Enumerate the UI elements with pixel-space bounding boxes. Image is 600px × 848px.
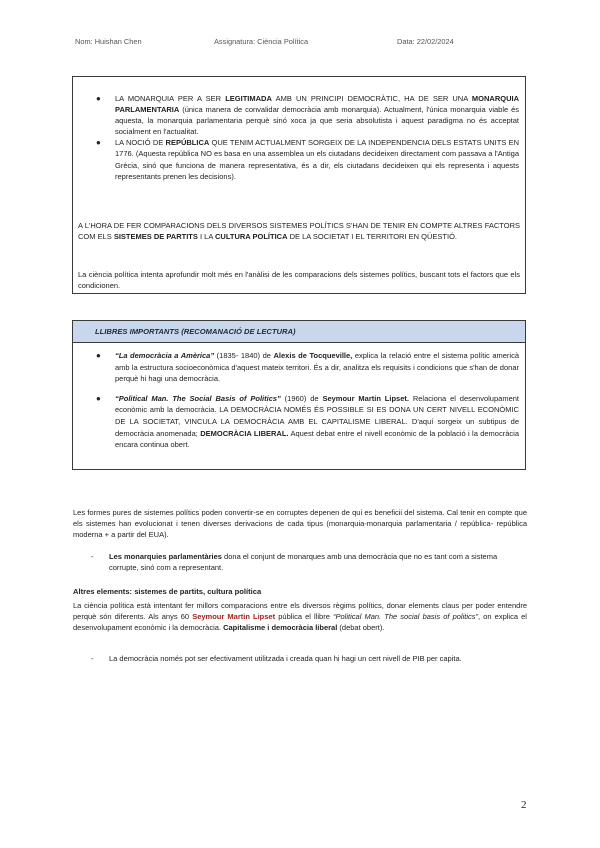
text-span: Relaciona el desenvolupament econòmic amb la democràcia. LA DEMOCRÀCIA NOMÉS ÉS POSSIBLE SI ES DONA UN CERT NIVELL ECONÒMIC DE LA SOCIETAT, VINCULA LA DEMOCRÀCIA AMB EL CAPITALISME LIBERAL. D'aquí sorgeix un subtipus de democràcia anomenada; (115, 393, 519, 438)
bold-term-democracia-liberal: DEMOCRÀCIA LIBERAL. (200, 428, 289, 438)
text-span: (única manera de convalidar democràcia amb monarquia). Actualment, l'única monarquia viable és aquesta, la monarquia parlamentaria perquè sinó xoca ja que seria absolutista i aquest paradigma no és acceptat socialment en l'actualitat. (115, 105, 519, 137)
section-title-other-elements: Altres elements: sistemes de partits, cultura política (73, 587, 262, 596)
paragraph-comparisons (78, 220, 520, 242)
text-span: dona el conjunt de monarques amb una democràcia que no es tant com a sistema corrupte, sinó com a representant. (109, 552, 498, 573)
text-span: DE LA SOCIETAT I EL TERRITORI EN QÜESTIÓ. (287, 232, 457, 242)
author-highlight-lipset: Seymour Martin Lipset (192, 612, 276, 622)
text-span: LA NOCIÓ DE (115, 138, 166, 148)
author-lipset: Seymour Martin Lipset. (322, 393, 409, 403)
bold-term-sistemes-de-partits: SISTEMES DE PARTITS (113, 232, 198, 242)
bold-term-legitimada: LEGITIMADA (225, 94, 272, 103)
bullet-icon: ● (96, 138, 101, 148)
text-span: LA MONARQUIA PER A SER (115, 94, 226, 103)
bullet-icon: ● (96, 393, 101, 403)
bullet-list (73, 93, 525, 182)
bold-term-republica: REPÚBLICA (165, 138, 210, 148)
text-span: Aquest debat entre el nivell econòmic de la població i la democràcia encara continua obert. (115, 428, 519, 450)
books-box-title: LLIBRES IMPORTANTS (RECOMANACIÓ DE LECTURA) (73, 321, 525, 343)
book-title-democracia-america: “La democràcia a Amèrica” (115, 351, 215, 360)
bullet-icon: ● (96, 351, 101, 360)
bullet-item-monarchy (73, 93, 525, 137)
text-span: , on explica el desenvolupament econòmic i la democràcia. (73, 612, 527, 633)
dash-icon: - (91, 654, 94, 663)
paragraph-lipset (73, 600, 527, 633)
bold-term-monarquia-parlamentaria: MONARQUIA PARLAMENTARIA (115, 94, 519, 115)
book-item-lipset (73, 393, 525, 451)
text-span: I LA (197, 232, 215, 242)
bold-term-cultura-politica: CULTURA POLÍTICA (215, 232, 288, 242)
dash-icon: - (91, 552, 94, 561)
text-span: La democràcia només pot ser efectivament utilitzada i creada quan hi hagi un cert nivell de PIB per capita. (109, 654, 462, 663)
dash-item-parliamentary-monarchies (73, 551, 527, 573)
text-span: (debat obert). (337, 623, 385, 633)
books-list (73, 350, 525, 451)
text-span: (1835- 1840) de (214, 351, 274, 360)
bold-term-monarquies-parlamentaries: Les monarquies parlamentàries (109, 552, 222, 561)
bold-term-capitalisme-democracia: Capitalisme i democràcia liberal (223, 623, 338, 633)
text-span: (1960) de (280, 393, 323, 403)
paragraph-political-science: La ciència política intenta aprofundir molt més en l'anàlisi de les comparacions dels sistemes polítics, buscant tots el factors que els condicionen. (78, 270, 520, 291)
text-span: pública el llibre (275, 612, 334, 622)
text-span: A L'HORA DE FER COMPARACIONS DELS DIVERSOS SISTEMES POLÍTICS S'HAN DE TENIR EN COMPTE ALTRES FACTORS COM ELS (78, 221, 520, 242)
book-title-italic: “Political Man. The social basis of politics” (333, 612, 479, 622)
header-student-name: Nom: Huishan Chen (75, 37, 142, 46)
paragraph-pure-forms: Les formes pures de sistemes polítics poden convertir-se en corruptes depenen de qui es beneficii del sistema. Cal tenir en compte que els sistemes han evolucionat i tenen diverses derivacions de cada tipus (monarquia-monarquia parlamentaria / república- república moderna + a partir del EUA). (73, 508, 527, 540)
header-subject: Assignatura: Ciència Política (214, 37, 309, 46)
book-title-political-man: “Political Man. The Social Basis of Politics” (115, 393, 281, 403)
text-span: La ciència política està intentant fer millors comparacions entre els diversos règims polítics, donar elements claus per poder entendre perquè són diferents. Als anys 60 (73, 601, 527, 622)
notes-box-monarchy-republic (72, 76, 526, 294)
page-number: 2 (521, 799, 527, 811)
text-span: QUE TENIM ACTUALMENT SORGEIX DE LA INDEPENDENCIA DELS ESTATS UNITS EN 1776. (Aquesta república NO es basa en una assemblea un els ciutadans decideixen directament com passava a l'Antiga Grècia, sinó que funciona de manera representativa, és a dir, els ciutadans decideixen qui els representa i aquests representants prenen les decisions). (115, 138, 519, 181)
text-span: explica la relació entre el sistema polític americà amb la estructura socioeconòmica d'aquest mateix territori. És a dir, analitza els requisits i condicions que s'han de donar perquè hi hagi una democràcia. (115, 351, 519, 384)
books-box (72, 320, 526, 470)
book-item-tocqueville (73, 350, 525, 385)
author-tocqueville: Alexis de Tocqueville, (273, 351, 353, 360)
bullet-item-republic (73, 137, 525, 181)
header-date: Data: 22/02/2024 (397, 37, 454, 46)
bullet-icon: ● (96, 94, 101, 103)
text-span: AMB UN PRINCIPI DEMOCRÀTIC, HA DE SER UNA (271, 94, 472, 103)
dash-item-gdp (73, 653, 527, 664)
